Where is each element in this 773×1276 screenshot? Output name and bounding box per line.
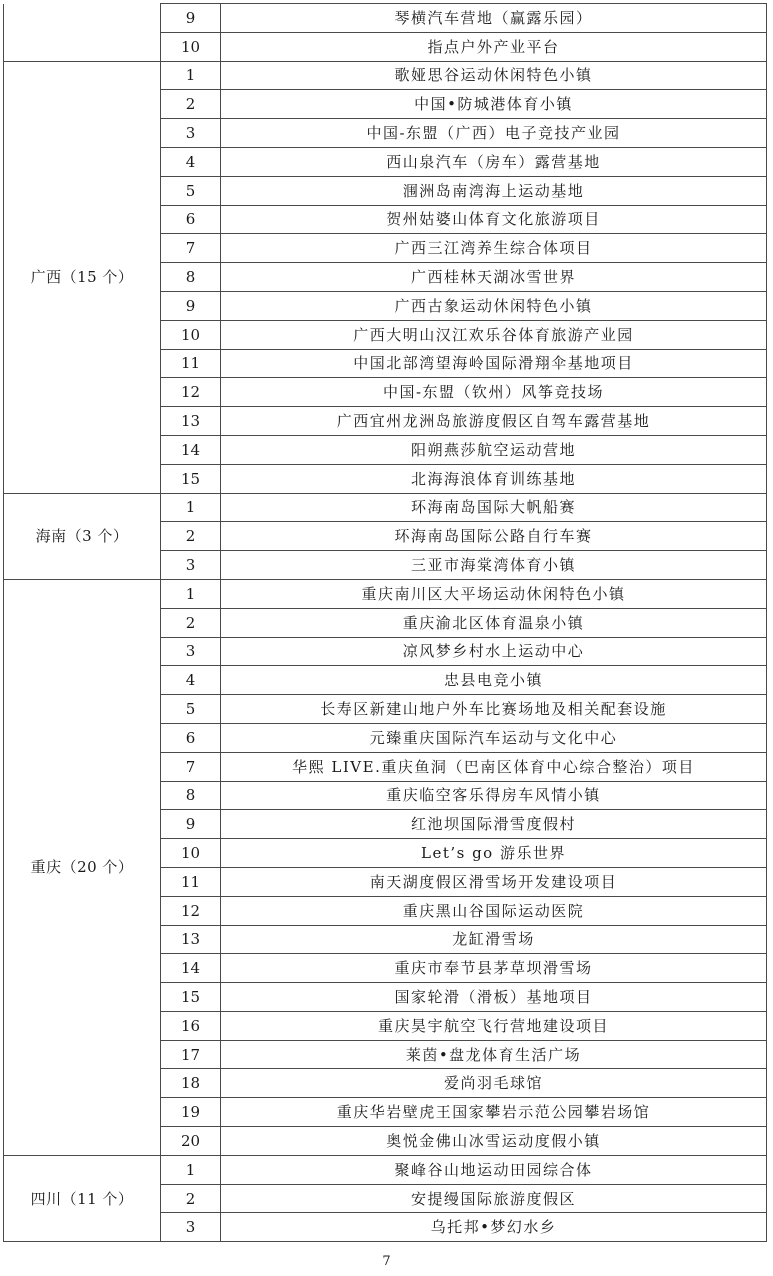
item-number: 4 <box>161 147 221 176</box>
project-name: 长寿区新建山地户外车比赛场地及相关配套设施 <box>221 695 767 724</box>
item-number: 13 <box>161 407 221 436</box>
item-number: 13 <box>161 925 221 954</box>
item-number: 6 <box>161 723 221 752</box>
project-name: 重庆华岩壁虎王国家攀岩示范公园攀岩场馆 <box>221 1098 767 1127</box>
item-number: 3 <box>161 119 221 148</box>
table-body <box>4 4 767 1242</box>
project-name: 广西古象运动休闲特色小镇 <box>221 291 767 320</box>
region-cell: 海南（3 个） <box>4 493 161 579</box>
project-name: 国家轮滑（滑板）基地项目 <box>221 983 767 1012</box>
project-name: 莱茵•盘龙体育生活广场 <box>221 1040 767 1069</box>
item-number: 7 <box>161 752 221 781</box>
item-number: 7 <box>161 234 221 263</box>
project-name: 琴横汽车营地（赢露乐园） <box>221 4 767 33</box>
project-name: Let’s go 游乐世界 <box>221 839 767 868</box>
item-number: 8 <box>161 263 221 292</box>
item-number: 12 <box>161 896 221 925</box>
project-name: 涠洲岛南湾海上运动基地 <box>221 176 767 205</box>
project-name: 广西三江湾养生综合体项目 <box>221 234 767 263</box>
project-name: 龙缸滑雪场 <box>221 925 767 954</box>
project-name: 红池坝国际滑雪度假村 <box>221 810 767 839</box>
project-name: 乌托邦•梦幻水乡 <box>221 1213 767 1242</box>
project-name: 广西大明山汉江欢乐谷体育旅游产业园 <box>221 320 767 349</box>
item-number: 10 <box>161 32 221 61</box>
item-number: 11 <box>161 867 221 896</box>
project-name: 指点户外产业平台 <box>221 32 767 61</box>
item-number: 9 <box>161 291 221 320</box>
item-number: 15 <box>161 464 221 493</box>
project-name: 三亚市海棠湾体育小镇 <box>221 551 767 580</box>
project-name: 北海海浪体育训练基地 <box>221 464 767 493</box>
item-number: 20 <box>161 1127 221 1156</box>
page-number: 7 <box>382 1254 391 1269</box>
project-name: 重庆市奉节县茅草坝滑雪场 <box>221 954 767 983</box>
project-name: 凉风梦乡村水上运动中心 <box>221 637 767 666</box>
project-name: 中国•防城港体育小镇 <box>221 90 767 119</box>
project-name: 重庆南川区大平场运动休闲特色小镇 <box>221 579 767 608</box>
region-cell: 四川（11 个） <box>4 1155 161 1241</box>
item-number: 9 <box>161 4 221 33</box>
project-name: 安提缦国际旅游度假区 <box>221 1184 767 1213</box>
project-name: 阳朔燕莎航空运动营地 <box>221 435 767 464</box>
region-cell: 重庆（20 个） <box>4 579 161 1155</box>
project-name: 爱尚羽毛球馆 <box>221 1069 767 1098</box>
item-number: 6 <box>161 205 221 234</box>
project-name: 广西桂林天湖冰雪世界 <box>221 263 767 292</box>
project-name: 西山泉汽车（房车）露营基地 <box>221 147 767 176</box>
item-number: 15 <box>161 983 221 1012</box>
project-name: 忠县电竞小镇 <box>221 666 767 695</box>
table-row <box>4 493 767 522</box>
project-name: 聚峰谷山地运动田园综合体 <box>221 1155 767 1184</box>
project-name: 中国-东盟（广西）电子竞技产业园 <box>221 119 767 148</box>
table-row <box>4 1155 767 1184</box>
item-number: 16 <box>161 1011 221 1040</box>
project-name: 重庆昊宇航空飞行营地建设项目 <box>221 1011 767 1040</box>
project-name: 重庆渝北区体育温泉小镇 <box>221 608 767 637</box>
project-list-table <box>3 3 767 1242</box>
item-number: 1 <box>161 1155 221 1184</box>
project-name: 华熙 LIVE.重庆鱼洞（巴南区体育中心综合整治）项目 <box>221 752 767 781</box>
item-number: 12 <box>161 378 221 407</box>
item-number: 4 <box>161 666 221 695</box>
project-name: 广西宜州龙洲岛旅游度假区自驾车露营基地 <box>221 407 767 436</box>
item-number: 1 <box>161 61 221 90</box>
region-cell <box>4 4 161 62</box>
region-cell: 广西（15 个） <box>4 61 161 493</box>
project-name: 贺州姑婆山体育文化旅游项目 <box>221 205 767 234</box>
item-number: 2 <box>161 608 221 637</box>
project-name: 中国-东盟（钦州）风筝竞技场 <box>221 378 767 407</box>
project-name: 环海南岛国际大帆船赛 <box>221 493 767 522</box>
item-number: 19 <box>161 1098 221 1127</box>
item-number: 11 <box>161 349 221 378</box>
item-number: 10 <box>161 839 221 868</box>
item-number: 18 <box>161 1069 221 1098</box>
item-number: 2 <box>161 1184 221 1213</box>
project-name: 重庆临空客乐得房车风情小镇 <box>221 781 767 810</box>
table-row <box>4 4 767 33</box>
project-name: 中国北部湾望海岭国际滑翔伞基地项目 <box>221 349 767 378</box>
project-name: 环海南岛国际公路自行车赛 <box>221 522 767 551</box>
item-number: 1 <box>161 579 221 608</box>
item-number: 3 <box>161 637 221 666</box>
table-row <box>4 61 767 90</box>
item-number: 5 <box>161 176 221 205</box>
item-number: 2 <box>161 522 221 551</box>
item-number: 17 <box>161 1040 221 1069</box>
project-name: 歌娅思谷运动休闲特色小镇 <box>221 61 767 90</box>
project-name: 奥悦金佛山冰雪运动度假小镇 <box>221 1127 767 1156</box>
project-name: 南天湖度假区滑雪场开发建设项目 <box>221 867 767 896</box>
item-number: 14 <box>161 954 221 983</box>
item-number: 1 <box>161 493 221 522</box>
item-number: 10 <box>161 320 221 349</box>
item-number: 8 <box>161 781 221 810</box>
item-number: 3 <box>161 1213 221 1242</box>
item-number: 9 <box>161 810 221 839</box>
item-number: 5 <box>161 695 221 724</box>
item-number: 14 <box>161 435 221 464</box>
project-name: 元臻重庆国际汽车运动与文化中心 <box>221 723 767 752</box>
item-number: 3 <box>161 551 221 580</box>
item-number: 2 <box>161 90 221 119</box>
project-name: 重庆黑山谷国际运动医院 <box>221 896 767 925</box>
table-row <box>4 579 767 608</box>
